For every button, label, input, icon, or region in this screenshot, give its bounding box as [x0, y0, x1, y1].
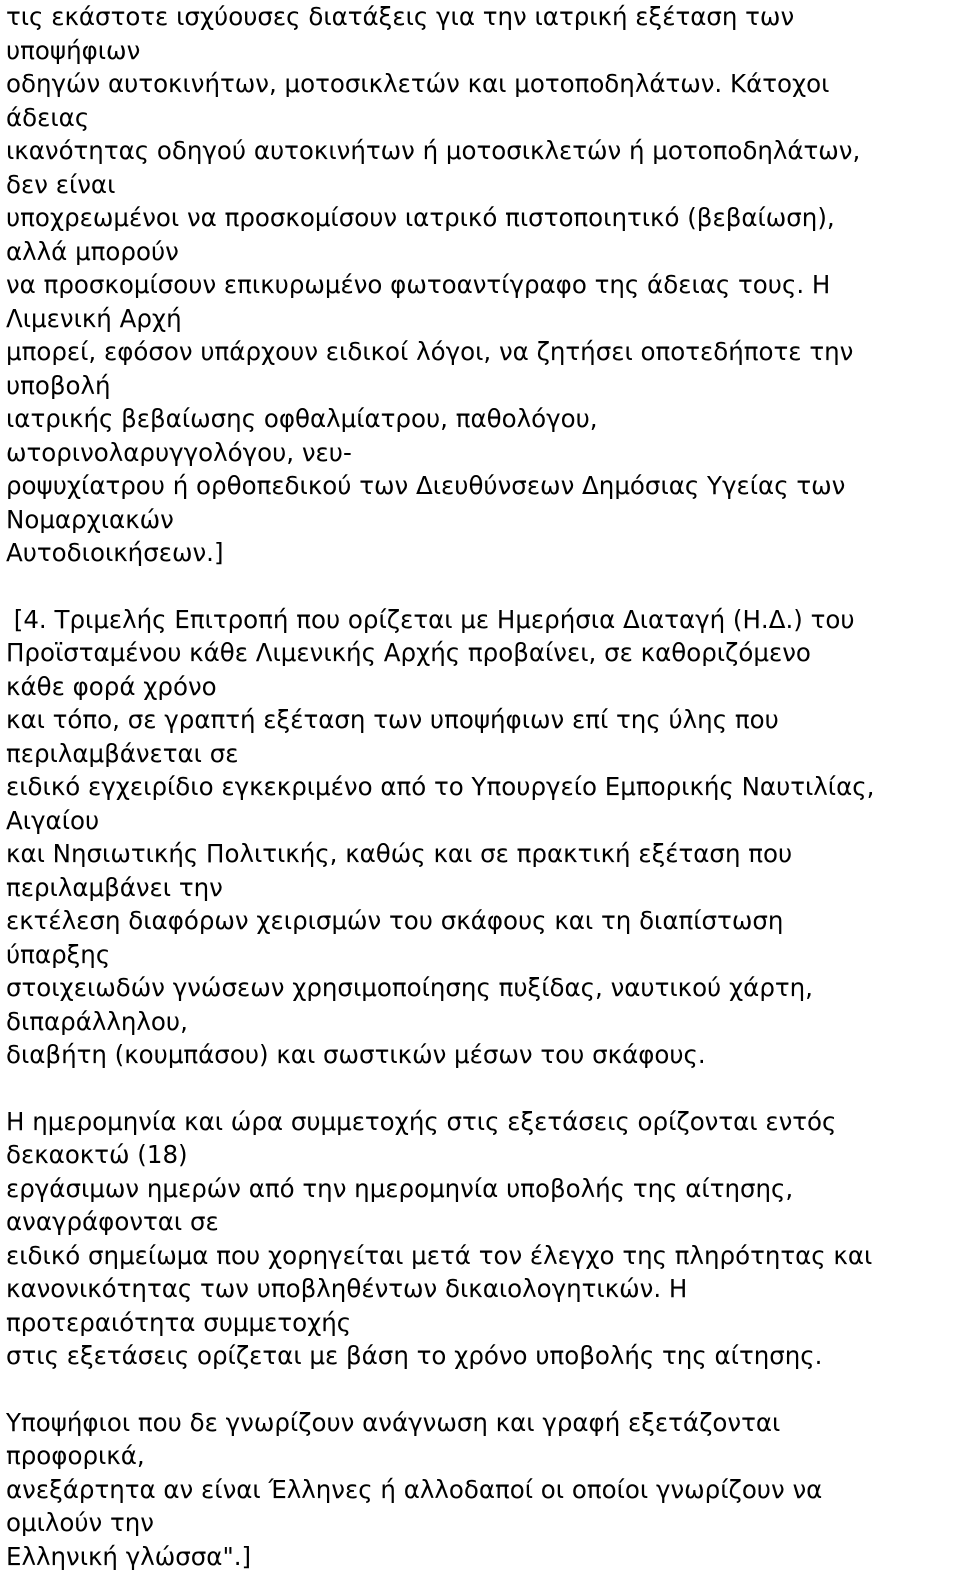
text-line: ειδικό σημείωμα που χορηγείται μετά τον έλεγχο της πληρότητας και: [6, 1240, 873, 1270]
text-line: υποχρεωμένοι να προσκομίσουν ιατρικό πιστοποιητικό (βεβαίωση),: [6, 203, 835, 232]
text-line: ανεξάρτητα αν είναι Έλληνες ή αλλοδαποί οι οποίοι γνωρίζουν να: [6, 1474, 823, 1504]
text-line: ύπαρξης: [6, 939, 111, 969]
text-line: ιατρικής βεβαίωσης οφθαλμίατρου, παθολόγου,: [6, 404, 598, 433]
paragraph-gap: [6, 570, 956, 603]
text-line: δεκαοκτώ (18): [6, 1140, 188, 1169]
text-line: διαβήτη (κουμπάσου) και σωστικών μέσων του σκάφους.: [6, 1040, 706, 1069]
text-line: τις εκάστοτε ισχύουσες διατάξεις για την ιατρική εξέταση των: [6, 2, 795, 31]
text-line: Λιμενική Αρχή: [6, 303, 182, 333]
text-line: μπορεί, εφόσον υπάρχουν ειδικοί λόγοι, να ζητήσει οποτεδήποτε την: [6, 337, 854, 366]
text-line: εργάσιμων ημερών από την ημερομηνία υποβολής της αίτησης,: [6, 1173, 794, 1203]
paragraph-1: [6, 0, 956, 570]
text-line: Η ημερομηνία και ώρα συμμετοχής στις εξετάσεις ορίζονται εντός: [6, 1106, 837, 1136]
text-line: ωτορινολαρυγγολόγου, νευ-: [6, 437, 352, 467]
paragraph-gap: [6, 1373, 956, 1406]
text-line: προτεραιότητα συμμετοχής: [6, 1307, 352, 1337]
text-line: διπαράλληλου,: [6, 1006, 188, 1036]
text-line: υποψήφιων: [6, 35, 141, 65]
text-line: προφορικά,: [6, 1441, 145, 1470]
text-line: στις εξετάσεις ορίζεται με βάση το χρόνο υποβολής της αίτησης.: [6, 1341, 823, 1370]
text-line: εκτέλεση διαφόρων χειρισμών του σκάφους και τη διαπίστωση: [6, 906, 784, 935]
text-line: Υποψήφιοι που δε γνωρίζουν ανάγνωση και γραφή εξετάζονται: [6, 1407, 781, 1437]
text-line: Προϊσταμένου κάθε Λιμενικής Αρχής προβαίνει, σε καθοριζόμενο: [6, 638, 811, 667]
text-line: ροψυχίατρου ή ορθοπεδικού των Διευθύνσεων Δημόσιας Υγείας των: [6, 471, 846, 500]
text-line: άδειας: [6, 102, 90, 132]
paragraph-gap: [6, 1072, 956, 1105]
paragraph-4: [6, 1406, 956, 1574]
text-line: υποβολή: [6, 370, 111, 400]
text-line: Αιγαίου: [6, 805, 100, 835]
paragraph-2: [6, 603, 956, 1072]
text-line: κάθε φορά χρόνο: [6, 671, 217, 701]
text-line: Ελληνική γλώσσα".]: [6, 1541, 252, 1571]
text-line: να προσκομίσουν επικυρωμένο φωτοαντίγραφο της άδειας τους. Η: [6, 270, 831, 299]
text-line: δεν είναι: [6, 169, 116, 199]
text-line: Αυτοδιοικήσεων.]: [6, 538, 224, 567]
text-line: ομιλούν την: [6, 1508, 154, 1537]
text-line: Νομαρχιακών: [6, 504, 174, 534]
text-line: και Νησιωτικής Πολιτικής, καθώς και σε πρακτική εξέταση που: [6, 839, 793, 868]
text-line: περιλαμβάνει την: [6, 872, 223, 902]
text-line: αλλά μπορούν: [6, 236, 179, 266]
text-line: ειδικό εγχειρίδιο εγκεκριμένο από το Υπουργείο Εμπορικής Ναυτιλίας,: [6, 772, 875, 801]
text-line: περιλαμβάνεται σε: [6, 738, 239, 768]
text-line: κανονικότητας των υποβληθέντων δικαιολογητικών. Η: [6, 1274, 688, 1303]
text-line: ικανότητας οδηγού αυτοκινήτων ή μοτοσικλετών ή μοτοποδηλάτων,: [6, 136, 861, 165]
text-line: και τόπο, σε γραπτή εξέταση των υποψήφιων επί της ύλης που: [6, 705, 779, 734]
text-line: στοιχειωδών γνώσεων χρησιμοποίησης πυξίδας, ναυτικού χάρτη,: [6, 973, 813, 1002]
text-line: οδηγών αυτοκινήτων, μοτοσικλετών και μοτοποδηλάτων. Κάτοχοι: [6, 69, 830, 98]
paragraph-3: [6, 1105, 956, 1373]
text-line: [4. Τριμελής Επιτροπή που ορίζεται με Ημερήσια Διαταγή (Η.Δ.) του: [6, 604, 855, 634]
document-body: [6, 0, 956, 1573]
text-line: αναγράφονται σε: [6, 1207, 219, 1236]
